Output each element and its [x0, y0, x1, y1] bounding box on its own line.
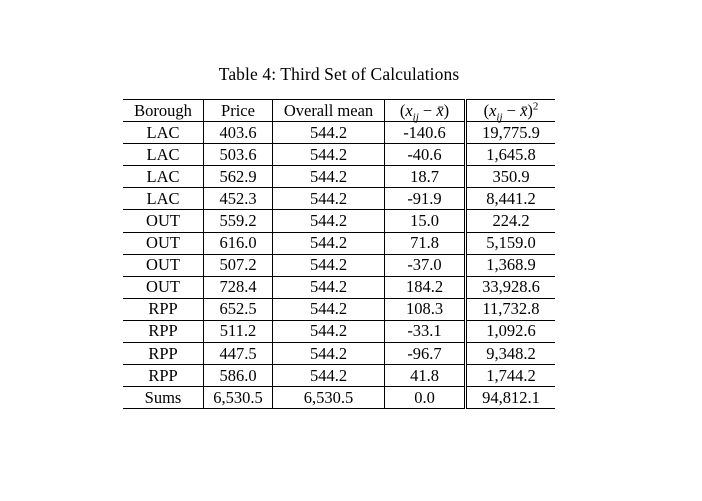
- table-row: [123, 122, 555, 144]
- cell-price: 452.3: [204, 188, 273, 210]
- table-row: [123, 188, 555, 210]
- cell-squared: 1,645.8: [466, 144, 556, 166]
- table-row: [123, 320, 555, 342]
- calculations-table: [123, 99, 555, 409]
- cell-deviation: 15.0: [385, 210, 466, 232]
- cell-deviation: -96.7: [385, 343, 466, 365]
- deviation-formula: ($x_{ij}$ − x̄): [399, 100, 450, 123]
- cell-mean: 544.2: [273, 232, 385, 254]
- header-deviation: [385, 100, 466, 122]
- cell-price: 586.0: [204, 365, 273, 387]
- cell-price: 728.4: [204, 276, 273, 298]
- cell-borough: LAC: [123, 122, 204, 144]
- cell-deviation: -40.6: [385, 144, 466, 166]
- table-row: [123, 232, 555, 254]
- table-row: [123, 144, 555, 166]
- sums-label: Sums: [123, 387, 204, 409]
- header-price: Price: [204, 100, 273, 122]
- cell-deviation: 184.2: [385, 276, 466, 298]
- cell-deviation: 71.8: [385, 232, 466, 254]
- cell-squared: 33,928.6: [466, 276, 556, 298]
- cell-deviation: 18.7: [385, 166, 466, 188]
- cell-price: 403.6: [204, 122, 273, 144]
- cell-mean: 544.2: [273, 254, 385, 276]
- cell-borough: RPP: [123, 298, 204, 320]
- cell-borough: RPP: [123, 320, 204, 342]
- cell-borough: OUT: [123, 210, 204, 232]
- cell-mean: 544.2: [273, 166, 385, 188]
- cell-mean: 544.2: [273, 298, 385, 320]
- cell-borough: RPP: [123, 343, 204, 365]
- table-header-row: [123, 100, 555, 122]
- cell-mean: 544.2: [273, 365, 385, 387]
- cell-mean: 544.2: [273, 210, 385, 232]
- cell-mean: 544.2: [273, 320, 385, 342]
- cell-borough: OUT: [123, 276, 204, 298]
- cell-squared: 350.9: [466, 166, 556, 188]
- cell-deviation: -37.0: [385, 254, 466, 276]
- header-squared-deviation: [466, 100, 556, 122]
- cell-mean: 544.2: [273, 276, 385, 298]
- cell-price: 447.5: [204, 343, 273, 365]
- cell-deviation: -140.6: [385, 122, 466, 144]
- cell-deviation: -33.1: [385, 320, 466, 342]
- cell-squared: 9,348.2: [466, 343, 556, 365]
- cell-price: 559.2: [204, 210, 273, 232]
- cell-borough: LAC: [123, 188, 204, 210]
- sum-squared: 94,812.1: [466, 387, 556, 409]
- cell-mean: 544.2: [273, 122, 385, 144]
- cell-price: 507.2: [204, 254, 273, 276]
- cell-squared: 1,368.9: [466, 254, 556, 276]
- table-row: [123, 276, 555, 298]
- cell-price: 562.9: [204, 166, 273, 188]
- cell-borough: OUT: [123, 254, 204, 276]
- cell-borough: LAC: [123, 166, 204, 188]
- cell-borough: LAC: [123, 144, 204, 166]
- cell-squared: 224.2: [466, 210, 556, 232]
- cell-squared: 11,732.8: [466, 298, 556, 320]
- cell-borough: OUT: [123, 232, 204, 254]
- table-row: [123, 343, 555, 365]
- cell-price: 616.0: [204, 232, 273, 254]
- sums-row: [123, 387, 555, 409]
- cell-mean: 544.2: [273, 188, 385, 210]
- cell-squared: 1,744.2: [466, 365, 556, 387]
- cell-squared: 19,775.9: [466, 122, 556, 144]
- cell-borough: RPP: [123, 365, 204, 387]
- cell-price: 503.6: [204, 144, 273, 166]
- cell-mean: 544.2: [273, 144, 385, 166]
- cell-deviation: -91.9: [385, 188, 466, 210]
- cell-deviation: 108.3: [385, 298, 466, 320]
- sum-mean: 6,530.5: [273, 387, 385, 409]
- cell-price: 511.2: [204, 320, 273, 342]
- squared-deviation-formula: ($x_{ij}$ − x̄)$^2$: [483, 100, 539, 123]
- sum-deviation: 0.0: [385, 387, 466, 409]
- table-caption: Table 4: Third Set of Calculations: [218, 64, 460, 84]
- cell-deviation: 41.8: [385, 365, 466, 387]
- cell-squared: 5,159.0: [466, 232, 556, 254]
- table-row: [123, 210, 555, 232]
- header-overall-mean: Overall mean: [273, 100, 385, 122]
- table-row: [123, 254, 555, 276]
- table-row: [123, 365, 555, 387]
- cell-mean: 544.2: [273, 343, 385, 365]
- cell-squared: 1,092.6: [466, 320, 556, 342]
- sum-price: 6,530.5: [204, 387, 273, 409]
- header-borough: Borough: [123, 100, 204, 122]
- table-row: [123, 298, 555, 320]
- table-row: [123, 166, 555, 188]
- cell-price: 652.5: [204, 298, 273, 320]
- cell-squared: 8,441.2: [466, 188, 556, 210]
